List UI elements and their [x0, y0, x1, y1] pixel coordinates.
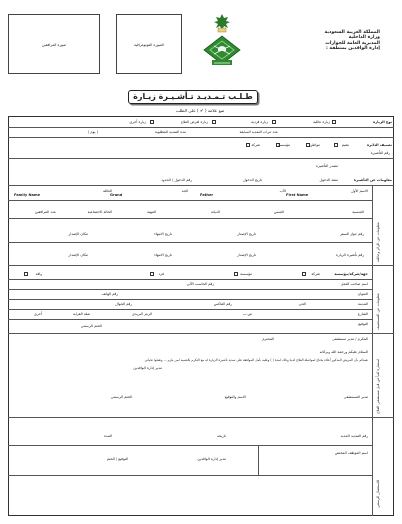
divider	[8, 417, 394, 418]
hospital-seal-label: الختم الرسمي	[110, 395, 132, 399]
divider	[8, 299, 372, 300]
visa-type-medical-label: زيارة لغرض العلاج	[180, 120, 208, 124]
divider	[8, 265, 394, 266]
host-relation-label: صلة القرابة	[72, 312, 90, 316]
visa-type-family-checkbox[interactable]	[332, 120, 336, 124]
requested-extension-label: مدة التمديد المطلوبة	[154, 130, 186, 134]
passport-issue-date-label: تاريخ الإصدار	[236, 232, 256, 236]
divider	[8, 158, 394, 159]
hospital-section-divider	[372, 333, 373, 417]
religion-label: الديانة	[210, 210, 220, 214]
visitor-section-divider	[372, 185, 373, 265]
entry-date-label: تاريخ الدخول	[243, 178, 262, 182]
visit-visa-expiry-label: تاريخ الانتهاء	[154, 253, 172, 257]
family-en-label: Family Name	[14, 193, 41, 197]
sponsor-resident-checkbox[interactable]	[334, 143, 338, 147]
host-other-label: أخرى	[33, 312, 42, 316]
sponsor-company-label: شركة	[251, 143, 260, 147]
form-title-box	[128, 90, 258, 104]
visa-type-medical-checkbox[interactable]	[212, 120, 216, 124]
greeting-text: السلام عليكم ورحمة الله وبركاته	[319, 350, 368, 354]
first-name-ar-label: الاسم الأول	[351, 189, 368, 193]
header-line-1: المملكة العربية السعودية	[324, 30, 380, 35]
header-line-2: وزارة الداخلية	[348, 35, 380, 41]
sponsor-establishment-label: مؤسسة	[278, 143, 290, 147]
visit-visa-place-label: مكان الإصدار	[68, 253, 88, 257]
visitor-section-title: معلومات عن الزائر وعائلته	[376, 222, 380, 262]
host-establishment-label: مؤسسة	[240, 272, 252, 276]
hospital-director-label: مدير المستشفى	[343, 395, 368, 399]
host-section-divider	[372, 265, 373, 333]
computer-id-label: رقم الحاسب الآلي	[186, 282, 214, 286]
sponsor-visa-number-label: رقم التأشيرة	[370, 151, 390, 155]
hospital-name-sign-label: الاسم والتوقيع	[224, 395, 246, 399]
gender-label: الجنس	[273, 210, 284, 214]
divider	[8, 137, 394, 138]
visa-type-other-label: زيارة أخرى	[129, 120, 146, 124]
host-signature-label: التوقيع	[358, 322, 368, 326]
host-company-checkbox[interactable]	[302, 272, 306, 276]
visitor-photo-label: الصورة الفوتوغرافية	[133, 43, 165, 47]
host-individual-label: فرد	[158, 272, 164, 276]
passport-expiry-date-label: تاريخ الانتهاء	[154, 232, 172, 236]
first-name-en-label: First Name	[286, 193, 309, 197]
divider	[8, 445, 372, 446]
divider	[8, 242, 372, 243]
divider	[8, 475, 372, 476]
divider	[8, 200, 372, 201]
companions-photo-box[interactable]	[8, 14, 100, 74]
marital-status-label: الحالة الاجتماعية	[87, 210, 112, 214]
sponsor-citizen-label: مواطن	[309, 143, 320, 147]
host-expat-label: وافد	[35, 272, 42, 276]
host-seal-label: الختم الرسمي	[80, 324, 102, 328]
instruction-text: ضع علامة ( ✔ ) على الطلب	[175, 108, 225, 113]
visa-type-other-checkbox[interactable]	[150, 120, 154, 124]
office-section-title: للاستعمال الرسمي	[376, 479, 380, 508]
host-fax-label: رقم الفاكس	[213, 302, 232, 306]
divider	[8, 185, 394, 186]
father-en-label: Father	[200, 193, 214, 197]
host-company-label: شركة	[311, 272, 320, 276]
header-line-3: المديرية العامة للجوازات	[325, 40, 380, 46]
office-director-label: مدير إدارة الوافدين	[197, 457, 226, 461]
divider	[8, 309, 372, 310]
entry-port-label: منفذ الدخول	[319, 178, 338, 182]
new-extension-number-label: رقم التمديد الجديد	[340, 434, 368, 438]
visitor-photo-box[interactable]	[116, 14, 182, 74]
divider	[8, 289, 372, 290]
host-city-label: المدينة	[357, 302, 368, 306]
office-sign-label: التوقيع / الختم	[106, 457, 128, 461]
host-mobile-label: رقم الجوال	[115, 302, 132, 306]
father-ar-label: الأب	[279, 189, 286, 193]
divider	[8, 127, 394, 128]
family-ar-label: العائلة	[102, 189, 112, 193]
divider	[8, 279, 372, 280]
host-pobox-label: ص.ب	[243, 312, 252, 316]
main-form-frame	[8, 116, 394, 516]
occupation-label: المهنة	[147, 210, 156, 214]
nationality-label: الجنسية	[352, 210, 364, 214]
host-postal-label: الرمز البريدي	[132, 312, 152, 316]
passport-issue-place-label: مكان الإصدار	[68, 232, 88, 236]
divider	[8, 333, 394, 334]
companions-count-label: عدد المرافقين	[34, 210, 56, 214]
visa-type-single-checkbox[interactable]	[272, 120, 276, 124]
host-establishment-checkbox[interactable]	[234, 272, 238, 276]
visa-source-label: مصدر التأشيرة	[315, 164, 338, 168]
extension-date-label: تاريخه	[216, 434, 226, 438]
border-number-label: رقم الدخول / الحدود	[161, 178, 192, 182]
hospital-section-title: استمارة تُعبأ من قبل مستشفى العلاج	[376, 358, 380, 414]
grand-en-label: Grand	[110, 193, 123, 197]
header-line-4: إدارة الوافدين بمنطقة :	[325, 46, 380, 52]
prev-extensions-label: عدد مرات التمديد السابقة	[239, 130, 278, 134]
extension-day-unit: ( يوم )	[87, 130, 98, 134]
office-section-divider	[372, 417, 373, 516]
host-address-label: العنوان	[357, 292, 368, 296]
grand-ar-label: الجد	[181, 189, 188, 193]
visit-visa-number-label: رقم تأشيرة الزيارة	[336, 253, 364, 257]
visa-info-label: معلومات عن التأشيرة	[353, 178, 392, 182]
visa-type-family-label: زيارة عائلية	[312, 120, 330, 124]
host-tel-label: رقم الهاتف	[101, 292, 118, 296]
respected-label: المحترم	[262, 337, 274, 341]
host-district-label: الحي	[298, 302, 306, 306]
host-expat-checkbox[interactable]	[24, 272, 28, 276]
visit-visa-issue-label: تاريخ الإصدار	[236, 253, 256, 257]
divider	[8, 319, 372, 320]
sponsor-company-checkbox[interactable]	[246, 143, 250, 147]
hospital-director-name-label: المكرم / مدير مستشفى	[331, 337, 368, 341]
ministry-header	[325, 30, 380, 52]
employer-name-label: اسم صاحب العمل	[340, 282, 368, 286]
office-divider	[258, 445, 259, 475]
passport-number-label: رقم جواز السفر	[339, 232, 364, 236]
sponsor-resident-label: مقيم	[341, 143, 349, 147]
host-street-label: الشارع	[357, 312, 368, 316]
host-section-title: معلومات عن المستضيف	[376, 293, 380, 330]
visa-type-label: نوع الزيارة	[372, 120, 392, 124]
saudi-emblem-icon	[200, 10, 244, 72]
host-type-label: جهة/شركة/مؤسسة	[334, 272, 368, 276]
host-individual-checkbox[interactable]	[150, 272, 154, 276]
hospital-body-text: نفيدكم بأن المريض المذكور أعلاه يحتاج لمواصلة العلاج لدينا وذلك لمدة ( ) وعليه نأمل الموافقة على تمديد تأشيرة الزيارة له مع التكرم بالتعميد لمن يلزم ... وتقبلوا تحياتي	[144, 358, 368, 362]
hospital-sign-title: مدير إدارة الوافدين	[133, 366, 162, 370]
extension-duration-label: المدة	[104, 434, 112, 438]
sponsor-category-label: تصنيف الدائرة	[367, 143, 392, 147]
companions-photo-label: صورة المرافقين	[41, 43, 67, 47]
processor-name-label: اسم الموظف المختص	[334, 451, 368, 455]
visa-type-single-label: زيارة فردية	[251, 120, 268, 124]
form-title: طـلـب تـمـديـد تـأشـيـرة زيـارة	[133, 92, 253, 101]
divider	[8, 218, 372, 219]
